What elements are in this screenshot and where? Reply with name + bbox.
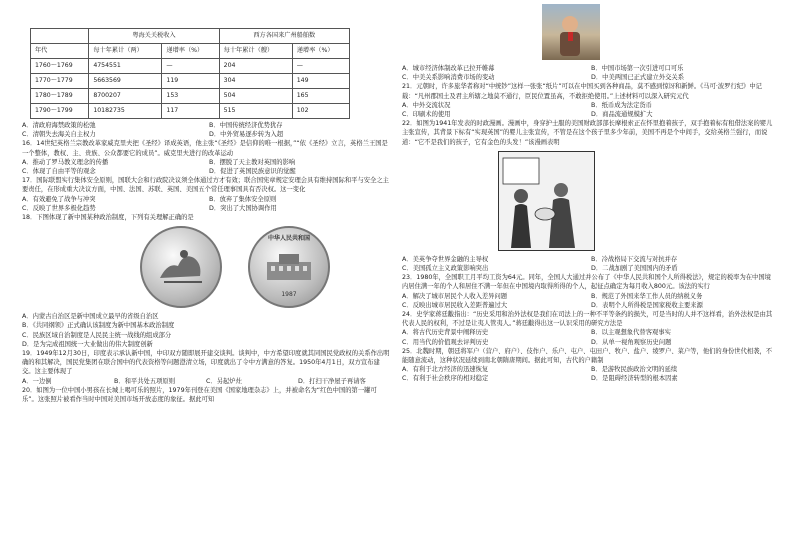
coin-year: 1987 (281, 291, 297, 299)
question-23: 23．1980年，全国职工月平均工资为64元。同年，全国人大通过并公布了《中华人民共和国个人所得税法》，规定的税率为在中国境内居住满一年的个人和居住不满一年但在中国境内取得所得的个人，起征点确定为每月收入800元。该法的实行 (402, 274, 771, 291)
coin-inscription: 中华人民共和国 (267, 235, 310, 243)
table-header-cell: 递增率（%） (162, 44, 219, 59)
option: B．是游牧民族政治文明的延续 (591, 366, 678, 374)
option: C．用当代的价值观去评判历史 (402, 338, 489, 346)
option: B．摆脱了天主教对英国的影响 (209, 158, 296, 166)
option: D．中美两国已正式建立外交关系 (591, 74, 685, 82)
q17-options (22, 195, 390, 213)
option: D．是阻碍经济转型的根本因素 (591, 375, 678, 383)
table-cell: 102 (292, 104, 349, 119)
option: A．中外交流状况 (402, 101, 451, 109)
option: D．是为完成祖国统一大业做出的伟大制度创新 (22, 340, 153, 348)
table-cell: 504 (219, 89, 292, 104)
question-24: 24．史学家蒋廷黻指出：“历史采用和治外法权是我们在司法上的一种不平等条约的损失，可是当时的人并不这样看，治外法权是由其代表人民的权利，不过是让夷人管夷人。”蒋廷黻得出这一认识采用的研究方法是 (402, 311, 773, 328)
table-header-cell: 每十年累计（两） (89, 44, 162, 59)
q21-options (402, 101, 774, 119)
left-column (22, 0, 390, 404)
question-16: 16．14世纪英格兰宗教改革家威克里夫把《圣经》译成英语，他主张“《圣经》是信仰的唯一根据，”“依《圣经》立言，英格兰王国是一个整体，教权、主、贵族、公众都要它的成员”。威克里夫进行的改革运动 (22, 140, 388, 157)
table-row (31, 89, 350, 104)
boy-figure-icon (542, 4, 600, 60)
option: B．中国传统经济优势犹存 (209, 122, 283, 129)
q22-options (402, 255, 774, 273)
table-cell: 1790～1799 (31, 104, 89, 119)
option: A．美英争夺世界金融的主导权 (402, 255, 489, 263)
table-cell: 1760～1769 (31, 59, 89, 74)
option: D．商品流通规模扩大 (591, 111, 653, 119)
option: A．将古代历史背景中阐释历史 (402, 329, 489, 337)
question-18: 18．下图体现了新中国某种政治制度，下列有关理解正确的是 (22, 214, 194, 222)
q15-options (22, 121, 390, 139)
option: C．民族区域自治制度是人民民主统一战线的组成部分 (22, 331, 172, 339)
option: A．一边倒 (22, 377, 52, 385)
coin-reverse-image (248, 226, 330, 308)
option: C．有利于社会秩序的相对稳定 (402, 375, 489, 383)
table-header-row-2 (31, 44, 350, 59)
table-cell (31, 29, 89, 44)
option: A．推动了罗马教义理念的传播 (22, 158, 109, 166)
option: D．中外贸易逐步转为入超 (209, 131, 284, 139)
q18-options (22, 312, 390, 349)
option: C．中美关系影响消费市场的变动 (402, 74, 495, 82)
option: B．中国市场第一次引进可口可乐 (591, 65, 684, 72)
table-header-cell: 年代 (31, 44, 89, 59)
coin-images (140, 226, 390, 308)
header-customs-revenue: 粤海关关税收入 (89, 29, 219, 44)
question-21: 21．元朝时，许多旅华者称对“中统钞”这样一张张“纸片”可以在中国买到各种商品，莫不感到惊讶和新鲜。《马可·波罗行纪》中记载：“凡州郡国土及君主所辖之地莫不通行，臣民位置虽高，不敢拒绝使用。”上述材料可以深入研究元代 (402, 83, 762, 100)
table-cell: 149 (292, 74, 349, 89)
political-cartoon-image (498, 151, 595, 251)
option: A．城市经济体制改革已拉开帷幕 (402, 65, 495, 72)
q20-options (402, 64, 774, 82)
right-column (402, 0, 774, 384)
option: C．印刷术的使用 (402, 111, 451, 119)
option: D．从单一视角观察历史问题 (591, 338, 672, 346)
table-cell: 117 (162, 104, 219, 119)
option: B．和平共处五项原则 (114, 377, 175, 385)
option: D．表明个人所得税是国家税收主要来源 (591, 301, 703, 309)
table-header-cell: 递增率（%） (292, 44, 349, 59)
question-20: 20．如图为一位中国小男孩在长城上喝可乐的照片，1979年刊登在美国《国家地理杂志》上，并被命名为“红色中国的第一罐可乐”。这张照片被看作当时中国对美国市场开放态度的象征。据此可知 (22, 386, 377, 404)
option: C．另起炉灶 (206, 377, 242, 385)
table-header-cell: 每十年累计（艘） (219, 44, 292, 59)
question-17: 17．国际联盟实行集体安全原则，国联大会和行政院决议须全体通过方才有效；联合国宪章规定安理会具有维持国际和平与安全之主要责任，在形成重大决议方面，中国、法国、苏联、英国、美国五个常任理事国具有否决权。这一变化 (22, 177, 389, 194)
table-row (31, 104, 350, 119)
option: D．打扫干净屋子再请客 (298, 377, 366, 385)
option: B．冷战格局下交流与对抗并存 (591, 255, 678, 263)
table-cell: 515 (219, 104, 292, 119)
q19-options (22, 377, 390, 386)
table-row (31, 74, 350, 89)
option: C．清朝失去海关自主权力 (22, 131, 96, 139)
option: A．内蒙古自治区是新中国成立最早的省级自治区 (22, 313, 159, 321)
horse-rider-icon (154, 242, 208, 288)
table-cell: 5663569 (89, 74, 162, 89)
table-cell: 10182735 (89, 104, 162, 119)
header-ship-count: 西方各国来广州船舶数 (219, 29, 349, 44)
table-cell: 8700207 (89, 89, 162, 104)
question-19: 19．1949年12月30日，印度表示承认新中国，中印双方随即展开建交谈判。谈判中，中方希望印度就其同国民党政权的关系作出明确的和其解决，国民党集团在联合国中的代表资格等问题澄清立场，印度就出了令中方满意的答复。1950年4月1日，双方宣布建交。这主要体现了 (22, 350, 390, 376)
q25-options (402, 365, 774, 383)
table-cell: 304 (219, 74, 292, 89)
option: C．反映了世界多极化趋势 (22, 204, 96, 212)
option: A．清政府海禁政策的松弛 (22, 122, 96, 129)
building-icon (265, 252, 313, 282)
table-cell: 1770～1779 (31, 74, 89, 89)
coin-obverse-image (140, 226, 222, 308)
option: B．放弃了集体安全原则 (209, 195, 277, 203)
option: A．有利于北方经济的迅速恢复 (402, 366, 489, 374)
option: C．美国孤立主义政策影响突出 (402, 265, 489, 273)
q16-options (22, 158, 390, 176)
boy-drinking-cola-photo (542, 4, 600, 60)
option: A．有效避免了战争与冲突 (22, 195, 96, 203)
table-header-row-1 (31, 29, 350, 44)
option: C．体现了自由平等的观念 (22, 168, 96, 176)
option: D．促进了英国民族意识的觉醒 (209, 168, 296, 176)
table-cell: 204 (219, 59, 292, 74)
option: B．纸币成为法定货币 (591, 101, 652, 109)
table-cell: 119 (162, 74, 219, 89)
option: D．二战加剧了美国国内的矛盾 (591, 265, 678, 273)
table-cell: — (292, 59, 349, 74)
option: C．反映出城市居民收入差距普遍过大 (402, 301, 508, 309)
option: B．规范了外国来华工作人员的纳税义务 (591, 292, 703, 300)
q23-options (402, 292, 774, 310)
question-25: 25．北魏时期，朝廷将军户（营户、府户）、伎作户、乐户、屯户、屯田户、牧户、盐户、绫罗户、菜户等，他们的身份世代相袭，不能随意流动，这种状况延续到南北朝隋唐期间。据此可知，古代的户籍制 (402, 347, 773, 365)
table-cell: 153 (162, 89, 219, 104)
option: D．突出了大国协调作用 (209, 204, 277, 212)
option: A．解决了城市居民个人收入差异问题 (402, 292, 508, 300)
table-cell: — (162, 59, 219, 74)
customs-table (30, 28, 350, 119)
table-cell: 4754551 (89, 59, 162, 74)
q24-options (402, 328, 774, 346)
table-cell: 1780～1789 (31, 89, 89, 104)
option: B．《共同纲领》正式确认该制度为新中国基本政治制度 (22, 322, 175, 330)
table-cell: 165 (292, 89, 349, 104)
option: B．以主观想象代替客观事实 (591, 329, 671, 337)
table-row (31, 59, 350, 74)
cartoon-figures-icon (499, 152, 594, 250)
question-22: 22．如图为1941年发表的时政漫画。漫画中，身穿护士服的美国财政部部长摩根索正在怀里抱着孩子，双手抱着标有租借法案的婴儿主张宣传，其背景下标有“实现英国”的婴儿主张宣传，不管是在这个孩子里多少年前，美国不再是个中间手，交给英格兰强行，而说道：“它不是我们的孩子，它有金色的头发！”该漫画表明 (402, 120, 773, 146)
